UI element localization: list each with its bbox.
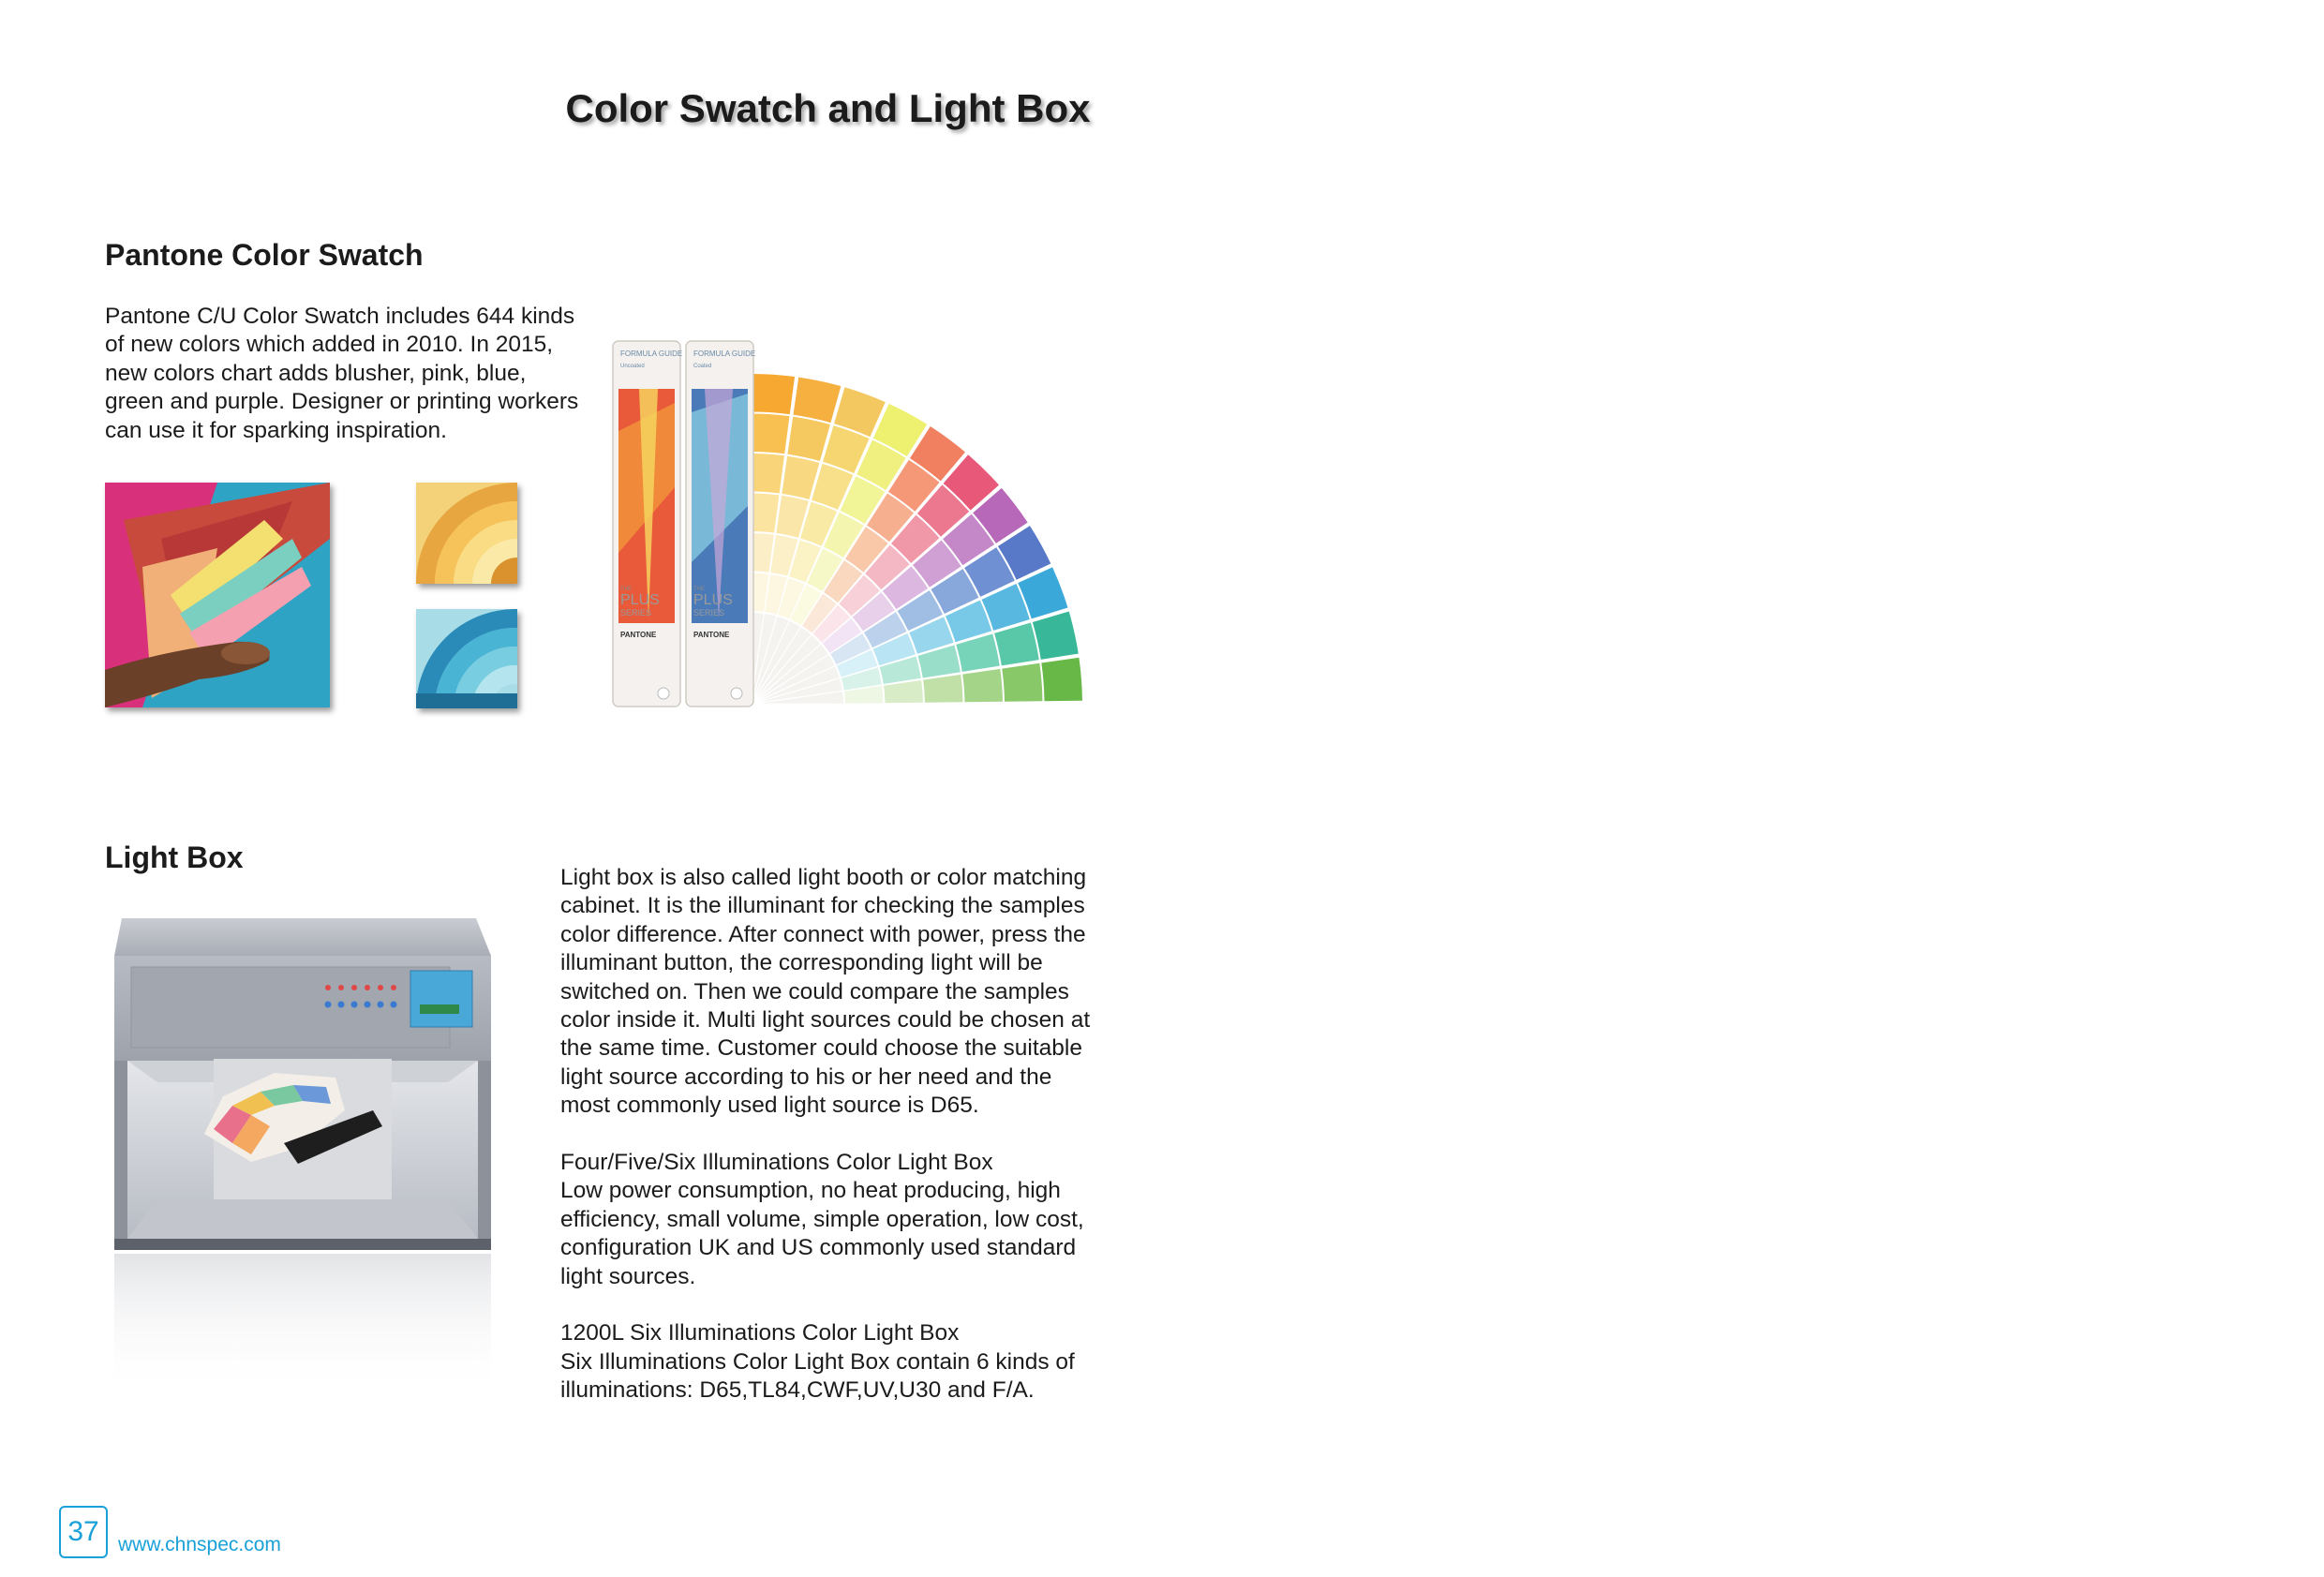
plus-text: PLUS	[620, 592, 660, 608]
lightbox-line: illuminant button, the corresponding light will be	[560, 950, 1043, 976]
fan-color-chip	[787, 417, 829, 461]
the-text: THE	[620, 587, 632, 592]
product-line: configuration UK and US commonly used standard	[560, 1235, 1077, 1261]
the-text-2: THE	[693, 587, 705, 592]
website-link[interactable]: www.chnspec.com	[118, 1534, 281, 1555]
product-line: 1200L Six Illuminations Color Light Box	[560, 1320, 960, 1346]
product-line: Six Illuminations Color Light Box contain 6 kinds of	[560, 1348, 1075, 1375]
pantone-line: of new colors which added in 2010. In 2015,	[105, 332, 554, 358]
pantone-line: green and purple. Designer or printing workers	[105, 389, 579, 415]
product-line: efficiency, small volume, simple operation, low cost,	[560, 1206, 1084, 1232]
swatch-in-hand-image	[105, 483, 330, 707]
page-title: Color Swatch and Light Box	[565, 86, 1091, 130]
fan-color-chip	[752, 533, 774, 573]
paragraph-spacer	[560, 1121, 1102, 1149]
lightbox-cabinet-image	[111, 918, 495, 1406]
pantone-fan-image	[611, 337, 1089, 712]
series-text: SERIES	[620, 608, 652, 617]
pantone-heading: Pantone Color Swatch	[105, 238, 424, 272]
fan-color-chip	[752, 454, 784, 493]
page-number: 37	[59, 1506, 108, 1558]
product-line: Four/Five/Six Illuminations Color Light Box	[560, 1150, 993, 1176]
fan-color-chip	[752, 414, 789, 454]
lightbox-line: switched on. Then we could compare the samples	[560, 978, 1069, 1004]
yellow-swatch-photo	[416, 483, 517, 584]
pantone-paragraph	[105, 303, 589, 445]
lightbox-line: color difference. After connect with power, press the	[560, 921, 1086, 947]
fan-color-chip	[1041, 658, 1082, 701]
fan-color-chip	[923, 675, 962, 703]
yellow-swatch-image	[416, 483, 517, 584]
fan-color-chip	[1033, 612, 1079, 660]
pantone-line: can use it for sparking inspiration.	[105, 417, 447, 443]
pantone-brand-text-2: PANTONE	[693, 631, 730, 639]
fan-color-chip	[752, 374, 795, 414]
paragraph-spacer	[560, 1291, 1102, 1319]
lightbox-line: light source according to his or her need and the	[560, 1064, 1052, 1090]
coated-text: Coated	[693, 364, 712, 369]
product-line: light sources.	[560, 1263, 696, 1289]
fan-color-chip	[1002, 663, 1042, 702]
plus-text-2: PLUS	[693, 592, 733, 608]
fan-color-chip	[962, 669, 1003, 702]
lightbox-line: Light box is also called light booth or color matching	[560, 865, 1087, 890]
formula-guide-text: FORMULA GUIDE	[620, 350, 683, 358]
product-line: Low power consumption, no heat producing, high	[560, 1178, 1061, 1204]
lightbox-line: most commonly used light source is D65.	[560, 1093, 979, 1119]
pantone-brand-text: PANTONE	[620, 631, 657, 639]
blue-swatch-image	[416, 609, 517, 708]
fan-color-chip	[884, 680, 923, 703]
fan-color-chip	[994, 623, 1039, 666]
lightbox-line: cabinet. It is the illuminant for checking the samples	[560, 893, 1085, 919]
series-text-2: SERIES	[693, 608, 725, 617]
fan-color-chip	[752, 494, 779, 533]
uncoated-text: Uncoated	[620, 364, 645, 369]
fan-color-chip	[793, 378, 841, 424]
lightbox-line: color inside it. Multi light sources could be chosen at	[560, 1007, 1091, 1034]
pantone-line: new colors chart adds blusher, pink, blue,	[105, 360, 527, 386]
lightbox-heading: Light Box	[105, 841, 244, 874]
formula-guide-text-2: FORMULA GUIDE	[693, 350, 756, 358]
pantone-fan-guide	[611, 337, 1089, 712]
lightbox-line: the same time. Customer could choose the suitable	[560, 1035, 1082, 1062]
lightbox-paragraph	[560, 864, 1102, 1406]
lightbox-cabinet-photo	[111, 918, 495, 1406]
swatch-in-hand-photo	[105, 483, 330, 707]
blue-swatch-photo	[416, 609, 517, 708]
product-line: illuminations: D65,TL84,CWF,UV,U30 and F/A.	[560, 1377, 1035, 1404]
pantone-line: Pantone C/U Color Swatch includes 644 kinds	[105, 304, 575, 329]
